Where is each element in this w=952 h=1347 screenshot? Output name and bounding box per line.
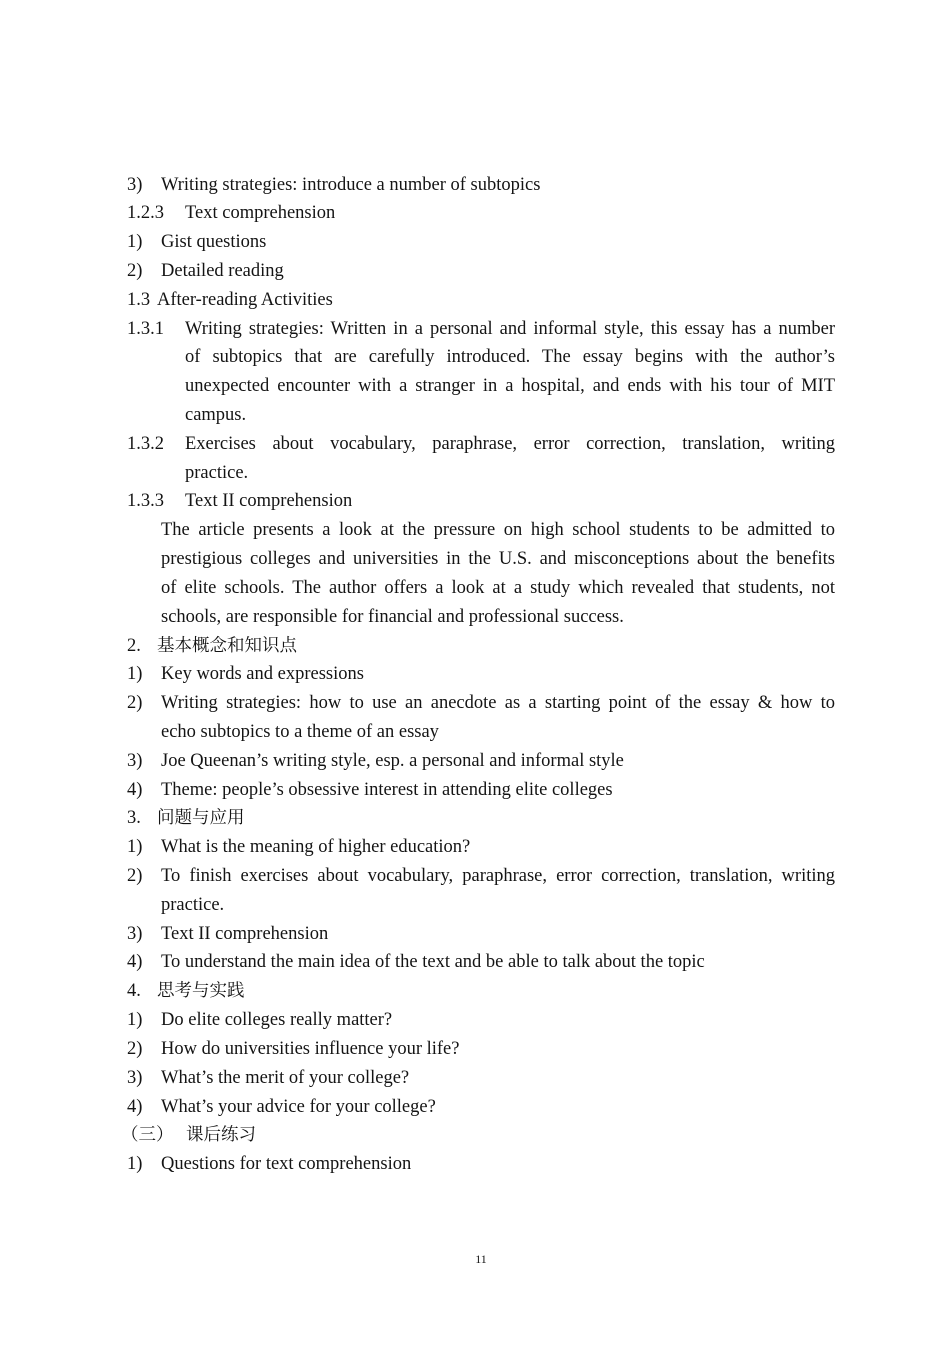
item-number: 1.3 <box>127 289 151 310</box>
item-text: campus. <box>185 405 247 425</box>
list-item-continuation <box>127 891 835 920</box>
list-item-continuation <box>127 372 835 401</box>
paragraph-text: of elite schools. The author offers a look at a study which revealed that students, not <box>161 577 835 598</box>
item-number: 2) <box>127 260 143 281</box>
item-text: Writing strategies: Written in a personal and informal style, this essay has a number <box>185 318 835 339</box>
list-item <box>127 776 835 805</box>
item-number: 1.2.3 <box>127 203 164 224</box>
section-heading <box>127 977 835 1006</box>
item-text: To understand the main idea of the text and be able to talk about the topic <box>161 952 705 973</box>
item-number: 4) <box>127 1096 143 1117</box>
list-item-continuation <box>127 343 835 372</box>
list-item <box>127 1093 835 1122</box>
section-heading <box>127 632 835 661</box>
item-number: 3) <box>127 750 143 771</box>
item-text: Writing strategies: introduce a number of subtopics <box>161 174 541 195</box>
item-number: 1) <box>127 232 143 253</box>
section-heading <box>121 1121 835 1150</box>
list-item <box>127 948 835 977</box>
page-number: 11 <box>475 1252 487 1266</box>
item-number: 1.3.2 <box>127 433 164 454</box>
list-item <box>127 286 835 315</box>
item-text: Do elite colleges really matter? <box>161 1010 393 1031</box>
item-text: practice. <box>185 462 249 483</box>
list-item <box>127 920 835 949</box>
item-text: practice. <box>161 894 225 915</box>
paragraph-text: schools, are responsible for financial and professional success. <box>161 606 624 627</box>
section-title: 思考与实践 <box>157 981 245 1002</box>
item-text: Theme: people’s obsessive interest in attending elite colleges <box>161 779 613 800</box>
list-item <box>127 1006 835 1035</box>
item-number: 1) <box>127 837 143 858</box>
item-number: 2) <box>127 866 143 886</box>
list-item-continuation <box>127 718 835 747</box>
item-number: 3) <box>127 923 143 944</box>
section-number: 3. <box>127 808 141 829</box>
list-item <box>127 862 835 891</box>
item-text: Exercises about vocabulary, paraphrase, error correction, translation, writing <box>185 433 835 454</box>
item-text: Detailed reading <box>161 260 284 281</box>
item-text: What’s your advice for your college? <box>161 1096 436 1117</box>
item-text: Key words and expressions <box>161 664 364 685</box>
item-text: What’s the merit of your college? <box>161 1067 410 1088</box>
list-item <box>127 199 835 228</box>
item-number: 1) <box>127 664 143 685</box>
item-number: 4) <box>127 779 143 800</box>
item-text: Joe Queenan’s writing style, esp. a personal and informal style <box>161 750 624 771</box>
item-text: unexpected encounter with a stranger in a hospital, and ends with his tour of MIT <box>185 376 835 397</box>
list-item <box>127 430 835 459</box>
item-text: To finish exercises about vocabulary, paraphrase, error correction, translation, writing <box>161 866 835 886</box>
section-title: 课后练习 <box>186 1125 256 1146</box>
item-text: Text II comprehension <box>185 491 353 512</box>
item-text: Gist questions <box>161 232 267 253</box>
section-number: （三） <box>121 1125 174 1146</box>
section-heading <box>127 804 835 833</box>
item-number: 2) <box>127 1038 143 1059</box>
item-text: What is the meaning of higher education? <box>161 837 471 858</box>
list-item <box>127 1035 835 1064</box>
list-item <box>127 228 835 257</box>
list-item <box>127 660 835 689</box>
list-item <box>127 487 835 516</box>
section-number: 4. <box>127 981 141 1002</box>
item-text: How do universities influence your life? <box>161 1038 460 1059</box>
item-number: 1) <box>127 1154 143 1175</box>
list-item <box>127 689 835 718</box>
paragraph-text: The article presents a look at the pressure on high school students to be admitted to <box>161 520 835 541</box>
list-item <box>127 1150 835 1179</box>
list-item-continuation <box>127 459 835 488</box>
list-item <box>127 747 835 776</box>
item-text: of subtopics that are carefully introduced. The essay begins with the author’s <box>185 347 835 368</box>
item-text: Writing strategies: how to use an anecdote as a starting point of the essay & how to <box>161 693 835 714</box>
item-number: 2) <box>127 693 143 714</box>
paragraph-line <box>127 516 835 545</box>
item-number: 1) <box>127 1010 143 1031</box>
item-number: 3) <box>127 174 143 195</box>
item-number: 1.3.3 <box>127 491 164 512</box>
item-number: 3) <box>127 1067 143 1088</box>
item-text: Text II comprehension <box>161 923 329 944</box>
paragraph-line <box>127 545 835 574</box>
list-item <box>127 315 835 344</box>
item-text: After-reading Activities <box>157 289 333 310</box>
item-text: Questions for text comprehension <box>161 1154 412 1175</box>
list-item <box>127 171 835 200</box>
item-text: Text comprehension <box>185 203 336 224</box>
section-title: 问题与应用 <box>157 808 245 829</box>
item-text: echo subtopics to a theme of an essay <box>161 721 439 742</box>
list-item <box>127 257 835 286</box>
document-page <box>121 171 835 1179</box>
list-item-continuation <box>127 401 835 430</box>
paragraph-text: prestigious colleges and universities in the U.S. and misconceptions about the benefits <box>161 549 835 570</box>
paragraph-line <box>127 574 835 603</box>
list-item <box>127 1064 835 1093</box>
section-title: 基本概念和知识点 <box>157 635 297 656</box>
item-number: 4) <box>127 952 143 973</box>
paragraph-line <box>127 603 835 632</box>
section-number: 2. <box>127 635 141 656</box>
list-item <box>127 833 835 862</box>
item-number: 1.3.1 <box>127 318 164 339</box>
